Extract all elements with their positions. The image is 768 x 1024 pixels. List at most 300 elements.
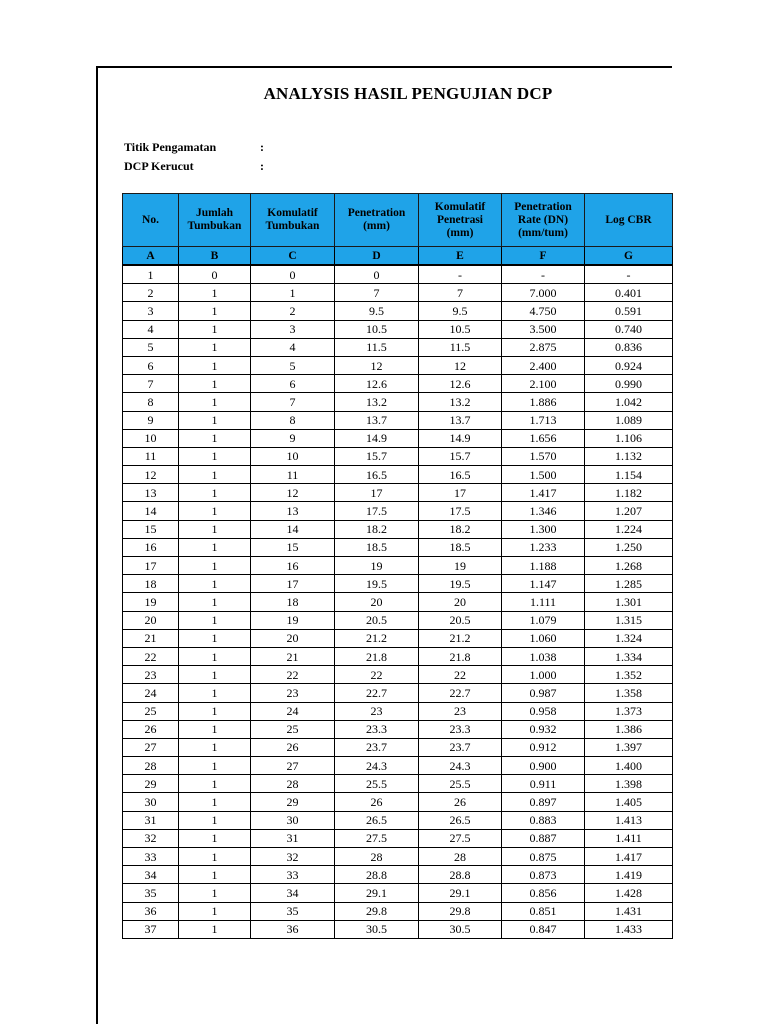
cell-komulatif-penetrasi: 27.5 bbox=[419, 829, 502, 847]
cell-penetration-rate: 1.188 bbox=[502, 557, 585, 575]
cell-penetration-rate: 1.346 bbox=[502, 502, 585, 520]
cell-no: 21 bbox=[123, 629, 179, 647]
cell-komulatif-penetrasi: 15.7 bbox=[419, 447, 502, 465]
table-row bbox=[123, 466, 673, 484]
cell-jumlah-tumbukan: 1 bbox=[179, 520, 251, 538]
cell-log-cbr: 1.413 bbox=[585, 811, 673, 829]
cell-penetration-rate: 0.987 bbox=[502, 684, 585, 702]
cell-log-cbr: 0.740 bbox=[585, 320, 673, 338]
cell-komulatif-penetrasi: 16.5 bbox=[419, 466, 502, 484]
cell-komulatif-penetrasi: 19.5 bbox=[419, 575, 502, 593]
cell-komulatif-tumbukan: 7 bbox=[251, 393, 335, 411]
cell-jumlah-tumbukan: 1 bbox=[179, 720, 251, 738]
cell-komulatif-penetrasi: 11.5 bbox=[419, 338, 502, 356]
cell-jumlah-tumbukan: 1 bbox=[179, 429, 251, 447]
cell-log-cbr: 1.411 bbox=[585, 829, 673, 847]
cell-komulatif-tumbukan: 6 bbox=[251, 375, 335, 393]
cell-penetration-rate: 0.856 bbox=[502, 884, 585, 902]
cell-komulatif-penetrasi: 14.9 bbox=[419, 429, 502, 447]
cell-penetration-rate: 0.851 bbox=[502, 902, 585, 920]
table-row bbox=[123, 520, 673, 538]
cell-komulatif-tumbukan: 33 bbox=[251, 866, 335, 884]
cell-komulatif-tumbukan: 31 bbox=[251, 829, 335, 847]
cell-penetration-rate: 0.958 bbox=[502, 702, 585, 720]
table-row bbox=[123, 738, 673, 756]
cell-jumlah-tumbukan: 1 bbox=[179, 538, 251, 556]
table-row bbox=[123, 284, 673, 302]
cell-penetration-rate: 1.147 bbox=[502, 575, 585, 593]
cell-no: 17 bbox=[123, 557, 179, 575]
cell-jumlah-tumbukan: 1 bbox=[179, 920, 251, 938]
cell-penetration: 0 bbox=[335, 265, 419, 284]
cell-penetration: 11.5 bbox=[335, 338, 419, 356]
cell-jumlah-tumbukan: 1 bbox=[179, 593, 251, 611]
table-row bbox=[123, 411, 673, 429]
cell-penetration: 20 bbox=[335, 593, 419, 611]
column-letter: C bbox=[251, 247, 335, 266]
cell-log-cbr: 1.268 bbox=[585, 557, 673, 575]
cell-log-cbr: 1.398 bbox=[585, 775, 673, 793]
cell-komulatif-tumbukan: 13 bbox=[251, 502, 335, 520]
table-row bbox=[123, 575, 673, 593]
cell-log-cbr: 1.154 bbox=[585, 466, 673, 484]
cell-no: 18 bbox=[123, 575, 179, 593]
cell-no: 15 bbox=[123, 520, 179, 538]
cell-komulatif-penetrasi: 10.5 bbox=[419, 320, 502, 338]
cell-penetration-rate: 1.038 bbox=[502, 647, 585, 665]
cell-penetration-rate: 1.060 bbox=[502, 629, 585, 647]
cell-komulatif-penetrasi: 22.7 bbox=[419, 684, 502, 702]
table-row bbox=[123, 720, 673, 738]
cell-jumlah-tumbukan: 1 bbox=[179, 757, 251, 775]
cell-komulatif-penetrasi: 25.5 bbox=[419, 775, 502, 793]
cell-log-cbr: 1.089 bbox=[585, 411, 673, 429]
cell-no: 23 bbox=[123, 666, 179, 684]
cell-penetration-rate: 1.417 bbox=[502, 484, 585, 502]
header-penetration: Penetration (mm) bbox=[335, 194, 419, 247]
cell-jumlah-tumbukan: 1 bbox=[179, 775, 251, 793]
cell-no: 22 bbox=[123, 647, 179, 665]
column-letter: D bbox=[335, 247, 419, 266]
cell-penetration-rate: 2.400 bbox=[502, 356, 585, 374]
cell-log-cbr: 1.106 bbox=[585, 429, 673, 447]
cell-komulatif-penetrasi: 12 bbox=[419, 356, 502, 374]
cell-jumlah-tumbukan: 1 bbox=[179, 902, 251, 920]
table-row bbox=[123, 629, 673, 647]
cell-komulatif-tumbukan: 29 bbox=[251, 793, 335, 811]
cell-no: 19 bbox=[123, 593, 179, 611]
titik-pengamatan-colon: : bbox=[260, 140, 264, 154]
cell-log-cbr: 1.334 bbox=[585, 647, 673, 665]
cell-komulatif-tumbukan: 35 bbox=[251, 902, 335, 920]
cell-penetration: 9.5 bbox=[335, 302, 419, 320]
cell-komulatif-penetrasi: 7 bbox=[419, 284, 502, 302]
cell-komulatif-tumbukan: 1 bbox=[251, 284, 335, 302]
cell-no: 6 bbox=[123, 356, 179, 374]
dcp-analysis-table bbox=[122, 193, 673, 939]
table-row bbox=[123, 320, 673, 338]
cell-jumlah-tumbukan: 1 bbox=[179, 393, 251, 411]
cell-komulatif-penetrasi: 18.5 bbox=[419, 538, 502, 556]
cell-komulatif-penetrasi: 23 bbox=[419, 702, 502, 720]
cell-no: 33 bbox=[123, 848, 179, 866]
cell-penetration: 10.5 bbox=[335, 320, 419, 338]
cell-komulatif-tumbukan: 24 bbox=[251, 702, 335, 720]
cell-penetration-rate: 3.500 bbox=[502, 320, 585, 338]
cell-log-cbr: 1.431 bbox=[585, 902, 673, 920]
cell-komulatif-tumbukan: 36 bbox=[251, 920, 335, 938]
header-row bbox=[123, 194, 673, 247]
cell-no: 5 bbox=[123, 338, 179, 356]
cell-jumlah-tumbukan: 1 bbox=[179, 866, 251, 884]
cell-log-cbr: 1.400 bbox=[585, 757, 673, 775]
cell-komulatif-tumbukan: 27 bbox=[251, 757, 335, 775]
cell-penetration: 26.5 bbox=[335, 811, 419, 829]
cell-penetration-rate: 0.900 bbox=[502, 757, 585, 775]
table-row bbox=[123, 702, 673, 720]
cell-no: 35 bbox=[123, 884, 179, 902]
cell-komulatif-tumbukan: 2 bbox=[251, 302, 335, 320]
cell-penetration: 22.7 bbox=[335, 684, 419, 702]
table-row bbox=[123, 684, 673, 702]
cell-penetration: 18.2 bbox=[335, 520, 419, 538]
column-letter: B bbox=[179, 247, 251, 266]
cell-komulatif-tumbukan: 17 bbox=[251, 575, 335, 593]
cell-no: 28 bbox=[123, 757, 179, 775]
cell-log-cbr: 1.397 bbox=[585, 738, 673, 756]
cell-no: 27 bbox=[123, 738, 179, 756]
cell-log-cbr: 1.207 bbox=[585, 502, 673, 520]
cell-penetration-rate: 7.000 bbox=[502, 284, 585, 302]
cell-komulatif-tumbukan: 14 bbox=[251, 520, 335, 538]
table-row bbox=[123, 829, 673, 847]
cell-log-cbr: 0.401 bbox=[585, 284, 673, 302]
cell-log-cbr: 1.224 bbox=[585, 520, 673, 538]
cell-jumlah-tumbukan: 1 bbox=[179, 557, 251, 575]
table-row bbox=[123, 429, 673, 447]
cell-jumlah-tumbukan: 1 bbox=[179, 629, 251, 647]
table-row bbox=[123, 484, 673, 502]
cell-penetration: 28.8 bbox=[335, 866, 419, 884]
cell-komulatif-penetrasi: 29.1 bbox=[419, 884, 502, 902]
cell-penetration: 21.2 bbox=[335, 629, 419, 647]
cell-log-cbr: 1.182 bbox=[585, 484, 673, 502]
cell-log-cbr: 1.419 bbox=[585, 866, 673, 884]
cell-komulatif-tumbukan: 16 bbox=[251, 557, 335, 575]
cell-komulatif-tumbukan: 23 bbox=[251, 684, 335, 702]
cell-komulatif-tumbukan: 22 bbox=[251, 666, 335, 684]
cell-no: 20 bbox=[123, 611, 179, 629]
cell-penetration: 12.6 bbox=[335, 375, 419, 393]
table-row bbox=[123, 757, 673, 775]
cell-no: 12 bbox=[123, 466, 179, 484]
cell-log-cbr: 1.433 bbox=[585, 920, 673, 938]
page-frame-top bbox=[96, 66, 672, 68]
cell-no: 8 bbox=[123, 393, 179, 411]
cell-penetration: 22 bbox=[335, 666, 419, 684]
cell-jumlah-tumbukan: 1 bbox=[179, 829, 251, 847]
cell-komulatif-tumbukan: 28 bbox=[251, 775, 335, 793]
header-no: No. bbox=[123, 194, 179, 247]
cell-penetration: 14.9 bbox=[335, 429, 419, 447]
cell-penetration-rate: 4.750 bbox=[502, 302, 585, 320]
cell-penetration: 17 bbox=[335, 484, 419, 502]
cell-penetration: 27.5 bbox=[335, 829, 419, 847]
cell-no: 31 bbox=[123, 811, 179, 829]
table-row bbox=[123, 811, 673, 829]
cell-jumlah-tumbukan: 1 bbox=[179, 811, 251, 829]
cell-no: 25 bbox=[123, 702, 179, 720]
cell-no: 9 bbox=[123, 411, 179, 429]
cell-komulatif-tumbukan: 8 bbox=[251, 411, 335, 429]
table-row bbox=[123, 902, 673, 920]
cell-no: 32 bbox=[123, 829, 179, 847]
header-komulatif-tumbukan: Komulatif Tumbukan bbox=[251, 194, 335, 247]
cell-komulatif-penetrasi: 29.8 bbox=[419, 902, 502, 920]
cell-jumlah-tumbukan: 1 bbox=[179, 848, 251, 866]
cell-penetration-rate: 1.079 bbox=[502, 611, 585, 629]
cell-penetration-rate: 1.570 bbox=[502, 447, 585, 465]
cell-no: 26 bbox=[123, 720, 179, 738]
cell-penetration: 13.2 bbox=[335, 393, 419, 411]
cell-komulatif-tumbukan: 30 bbox=[251, 811, 335, 829]
table-row bbox=[123, 920, 673, 938]
cell-penetration: 21.8 bbox=[335, 647, 419, 665]
cell-no: 24 bbox=[123, 684, 179, 702]
cell-log-cbr: 1.250 bbox=[585, 538, 673, 556]
cell-komulatif-penetrasi: 17 bbox=[419, 484, 502, 502]
cell-komulatif-tumbukan: 0 bbox=[251, 265, 335, 284]
column-letter: E bbox=[419, 247, 502, 266]
cell-no: 34 bbox=[123, 866, 179, 884]
table-row bbox=[123, 611, 673, 629]
titik-pengamatan-field bbox=[124, 140, 270, 155]
cell-penetration-rate: 1.111 bbox=[502, 593, 585, 611]
dcp-kerucut-field bbox=[124, 159, 270, 174]
cell-log-cbr: 1.324 bbox=[585, 629, 673, 647]
cell-penetration-rate: - bbox=[502, 265, 585, 284]
cell-log-cbr: - bbox=[585, 265, 673, 284]
cell-log-cbr: 1.315 bbox=[585, 611, 673, 629]
cell-komulatif-penetrasi: 20 bbox=[419, 593, 502, 611]
table-row bbox=[123, 302, 673, 320]
cell-penetration: 12 bbox=[335, 356, 419, 374]
cell-komulatif-penetrasi: 26.5 bbox=[419, 811, 502, 829]
cell-log-cbr: 0.924 bbox=[585, 356, 673, 374]
header-komulatif-penetrasi: Komulatif Penetrasi (mm) bbox=[419, 194, 502, 247]
cell-no: 10 bbox=[123, 429, 179, 447]
cell-komulatif-penetrasi: 13.2 bbox=[419, 393, 502, 411]
cell-komulatif-penetrasi: 24.3 bbox=[419, 757, 502, 775]
cell-komulatif-tumbukan: 20 bbox=[251, 629, 335, 647]
cell-komulatif-tumbukan: 26 bbox=[251, 738, 335, 756]
cell-log-cbr: 1.417 bbox=[585, 848, 673, 866]
table-row bbox=[123, 593, 673, 611]
cell-penetration: 26 bbox=[335, 793, 419, 811]
cell-penetration-rate: 0.887 bbox=[502, 829, 585, 847]
table-row bbox=[123, 538, 673, 556]
cell-jumlah-tumbukan: 1 bbox=[179, 502, 251, 520]
table-row bbox=[123, 666, 673, 684]
cell-komulatif-penetrasi: 28 bbox=[419, 848, 502, 866]
cell-jumlah-tumbukan: 1 bbox=[179, 338, 251, 356]
cell-penetration-rate: 2.100 bbox=[502, 375, 585, 393]
cell-penetration: 13.7 bbox=[335, 411, 419, 429]
cell-penetration-rate: 0.932 bbox=[502, 720, 585, 738]
cell-komulatif-penetrasi: 22 bbox=[419, 666, 502, 684]
cell-jumlah-tumbukan: 1 bbox=[179, 666, 251, 684]
table-row bbox=[123, 356, 673, 374]
cell-komulatif-penetrasi: 26 bbox=[419, 793, 502, 811]
cell-jumlah-tumbukan: 1 bbox=[179, 702, 251, 720]
table-row bbox=[123, 884, 673, 902]
cell-jumlah-tumbukan: 1 bbox=[179, 320, 251, 338]
cell-penetration: 28 bbox=[335, 848, 419, 866]
cell-jumlah-tumbukan: 0 bbox=[179, 265, 251, 284]
cell-komulatif-penetrasi: 13.7 bbox=[419, 411, 502, 429]
cell-no: 3 bbox=[123, 302, 179, 320]
cell-penetration: 23 bbox=[335, 702, 419, 720]
cell-komulatif-penetrasi: 21.8 bbox=[419, 647, 502, 665]
cell-komulatif-tumbukan: 12 bbox=[251, 484, 335, 502]
table-row bbox=[123, 557, 673, 575]
cell-penetration: 23.7 bbox=[335, 738, 419, 756]
cell-no: 29 bbox=[123, 775, 179, 793]
cell-log-cbr: 1.405 bbox=[585, 793, 673, 811]
header-penetration-rate: Penetration Rate (DN) (mm/tum) bbox=[502, 194, 585, 247]
cell-komulatif-tumbukan: 3 bbox=[251, 320, 335, 338]
header-log-cbr: Log CBR bbox=[585, 194, 673, 247]
table-row bbox=[123, 375, 673, 393]
cell-komulatif-tumbukan: 9 bbox=[251, 429, 335, 447]
cell-komulatif-tumbukan: 11 bbox=[251, 466, 335, 484]
cell-komulatif-tumbukan: 5 bbox=[251, 356, 335, 374]
cell-penetration-rate: 1.713 bbox=[502, 411, 585, 429]
cell-no: 16 bbox=[123, 538, 179, 556]
cell-penetration-rate: 2.875 bbox=[502, 338, 585, 356]
cell-log-cbr: 1.428 bbox=[585, 884, 673, 902]
cell-komulatif-tumbukan: 10 bbox=[251, 447, 335, 465]
cell-no: 14 bbox=[123, 502, 179, 520]
cell-komulatif-tumbukan: 34 bbox=[251, 884, 335, 902]
column-letter: A bbox=[123, 247, 179, 266]
cell-penetration: 19.5 bbox=[335, 575, 419, 593]
table-row bbox=[123, 502, 673, 520]
table-body bbox=[123, 265, 673, 938]
cell-no: 37 bbox=[123, 920, 179, 938]
cell-komulatif-penetrasi: 30.5 bbox=[419, 920, 502, 938]
cell-komulatif-penetrasi: 20.5 bbox=[419, 611, 502, 629]
cell-penetration: 7 bbox=[335, 284, 419, 302]
cell-penetration-rate: 0.912 bbox=[502, 738, 585, 756]
cell-penetration-rate: 1.886 bbox=[502, 393, 585, 411]
cell-komulatif-tumbukan: 25 bbox=[251, 720, 335, 738]
cell-penetration-rate: 1.300 bbox=[502, 520, 585, 538]
cell-komulatif-tumbukan: 18 bbox=[251, 593, 335, 611]
cell-log-cbr: 1.352 bbox=[585, 666, 673, 684]
cell-penetration-rate: 1.656 bbox=[502, 429, 585, 447]
cell-jumlah-tumbukan: 1 bbox=[179, 647, 251, 665]
cell-no: 30 bbox=[123, 793, 179, 811]
cell-jumlah-tumbukan: 1 bbox=[179, 411, 251, 429]
cell-log-cbr: 1.373 bbox=[585, 702, 673, 720]
column-letter: G bbox=[585, 247, 673, 266]
cell-komulatif-tumbukan: 4 bbox=[251, 338, 335, 356]
table-row bbox=[123, 793, 673, 811]
cell-log-cbr: 1.358 bbox=[585, 684, 673, 702]
cell-jumlah-tumbukan: 1 bbox=[179, 611, 251, 629]
cell-log-cbr: 0.591 bbox=[585, 302, 673, 320]
cell-penetration-rate: 0.883 bbox=[502, 811, 585, 829]
cell-penetration: 29.8 bbox=[335, 902, 419, 920]
cell-komulatif-tumbukan: 32 bbox=[251, 848, 335, 866]
table-row bbox=[123, 338, 673, 356]
cell-komulatif-tumbukan: 19 bbox=[251, 611, 335, 629]
table-row bbox=[123, 447, 673, 465]
cell-penetration-rate: 0.873 bbox=[502, 866, 585, 884]
cell-jumlah-tumbukan: 1 bbox=[179, 884, 251, 902]
cell-jumlah-tumbukan: 1 bbox=[179, 447, 251, 465]
cell-penetration-rate: 0.847 bbox=[502, 920, 585, 938]
dcp-kerucut-colon: : bbox=[260, 159, 264, 173]
cell-jumlah-tumbukan: 1 bbox=[179, 302, 251, 320]
cell-penetration: 18.5 bbox=[335, 538, 419, 556]
page-frame-left bbox=[96, 66, 98, 1024]
table-row bbox=[123, 775, 673, 793]
cell-komulatif-penetrasi: 28.8 bbox=[419, 866, 502, 884]
cell-penetration: 25.5 bbox=[335, 775, 419, 793]
titik-pengamatan-label: Titik Pengamatan bbox=[124, 140, 217, 154]
cell-komulatif-penetrasi: - bbox=[419, 265, 502, 284]
cell-penetration: 19 bbox=[335, 557, 419, 575]
table-row bbox=[123, 393, 673, 411]
cell-komulatif-penetrasi: 18.2 bbox=[419, 520, 502, 538]
cell-komulatif-penetrasi: 23.3 bbox=[419, 720, 502, 738]
cell-jumlah-tumbukan: 1 bbox=[179, 284, 251, 302]
cell-komulatif-penetrasi: 12.6 bbox=[419, 375, 502, 393]
cell-jumlah-tumbukan: 1 bbox=[179, 575, 251, 593]
cell-log-cbr: 1.132 bbox=[585, 447, 673, 465]
cell-penetration: 23.3 bbox=[335, 720, 419, 738]
table-row bbox=[123, 265, 673, 284]
cell-jumlah-tumbukan: 1 bbox=[179, 484, 251, 502]
cell-penetration-rate: 0.875 bbox=[502, 848, 585, 866]
cell-jumlah-tumbukan: 1 bbox=[179, 466, 251, 484]
table-row bbox=[123, 866, 673, 884]
cell-komulatif-penetrasi: 17.5 bbox=[419, 502, 502, 520]
cell-jumlah-tumbukan: 1 bbox=[179, 375, 251, 393]
cell-no: 36 bbox=[123, 902, 179, 920]
cell-jumlah-tumbukan: 1 bbox=[179, 738, 251, 756]
cell-no: 13 bbox=[123, 484, 179, 502]
cell-penetration: 20.5 bbox=[335, 611, 419, 629]
cell-log-cbr: 1.301 bbox=[585, 593, 673, 611]
cell-penetration: 16.5 bbox=[335, 466, 419, 484]
cell-jumlah-tumbukan: 1 bbox=[179, 356, 251, 374]
column-letter: F bbox=[502, 247, 585, 266]
column-letter-row bbox=[123, 247, 673, 266]
cell-penetration-rate: 1.233 bbox=[502, 538, 585, 556]
cell-penetration: 15.7 bbox=[335, 447, 419, 465]
cell-no: 4 bbox=[123, 320, 179, 338]
cell-log-cbr: 0.990 bbox=[585, 375, 673, 393]
cell-jumlah-tumbukan: 1 bbox=[179, 793, 251, 811]
cell-log-cbr: 0.836 bbox=[585, 338, 673, 356]
cell-komulatif-penetrasi: 23.7 bbox=[419, 738, 502, 756]
cell-penetration: 24.3 bbox=[335, 757, 419, 775]
cell-no: 1 bbox=[123, 265, 179, 284]
page-title: ANALYSIS HASIL PENGUJIAN DCP bbox=[263, 84, 553, 103]
